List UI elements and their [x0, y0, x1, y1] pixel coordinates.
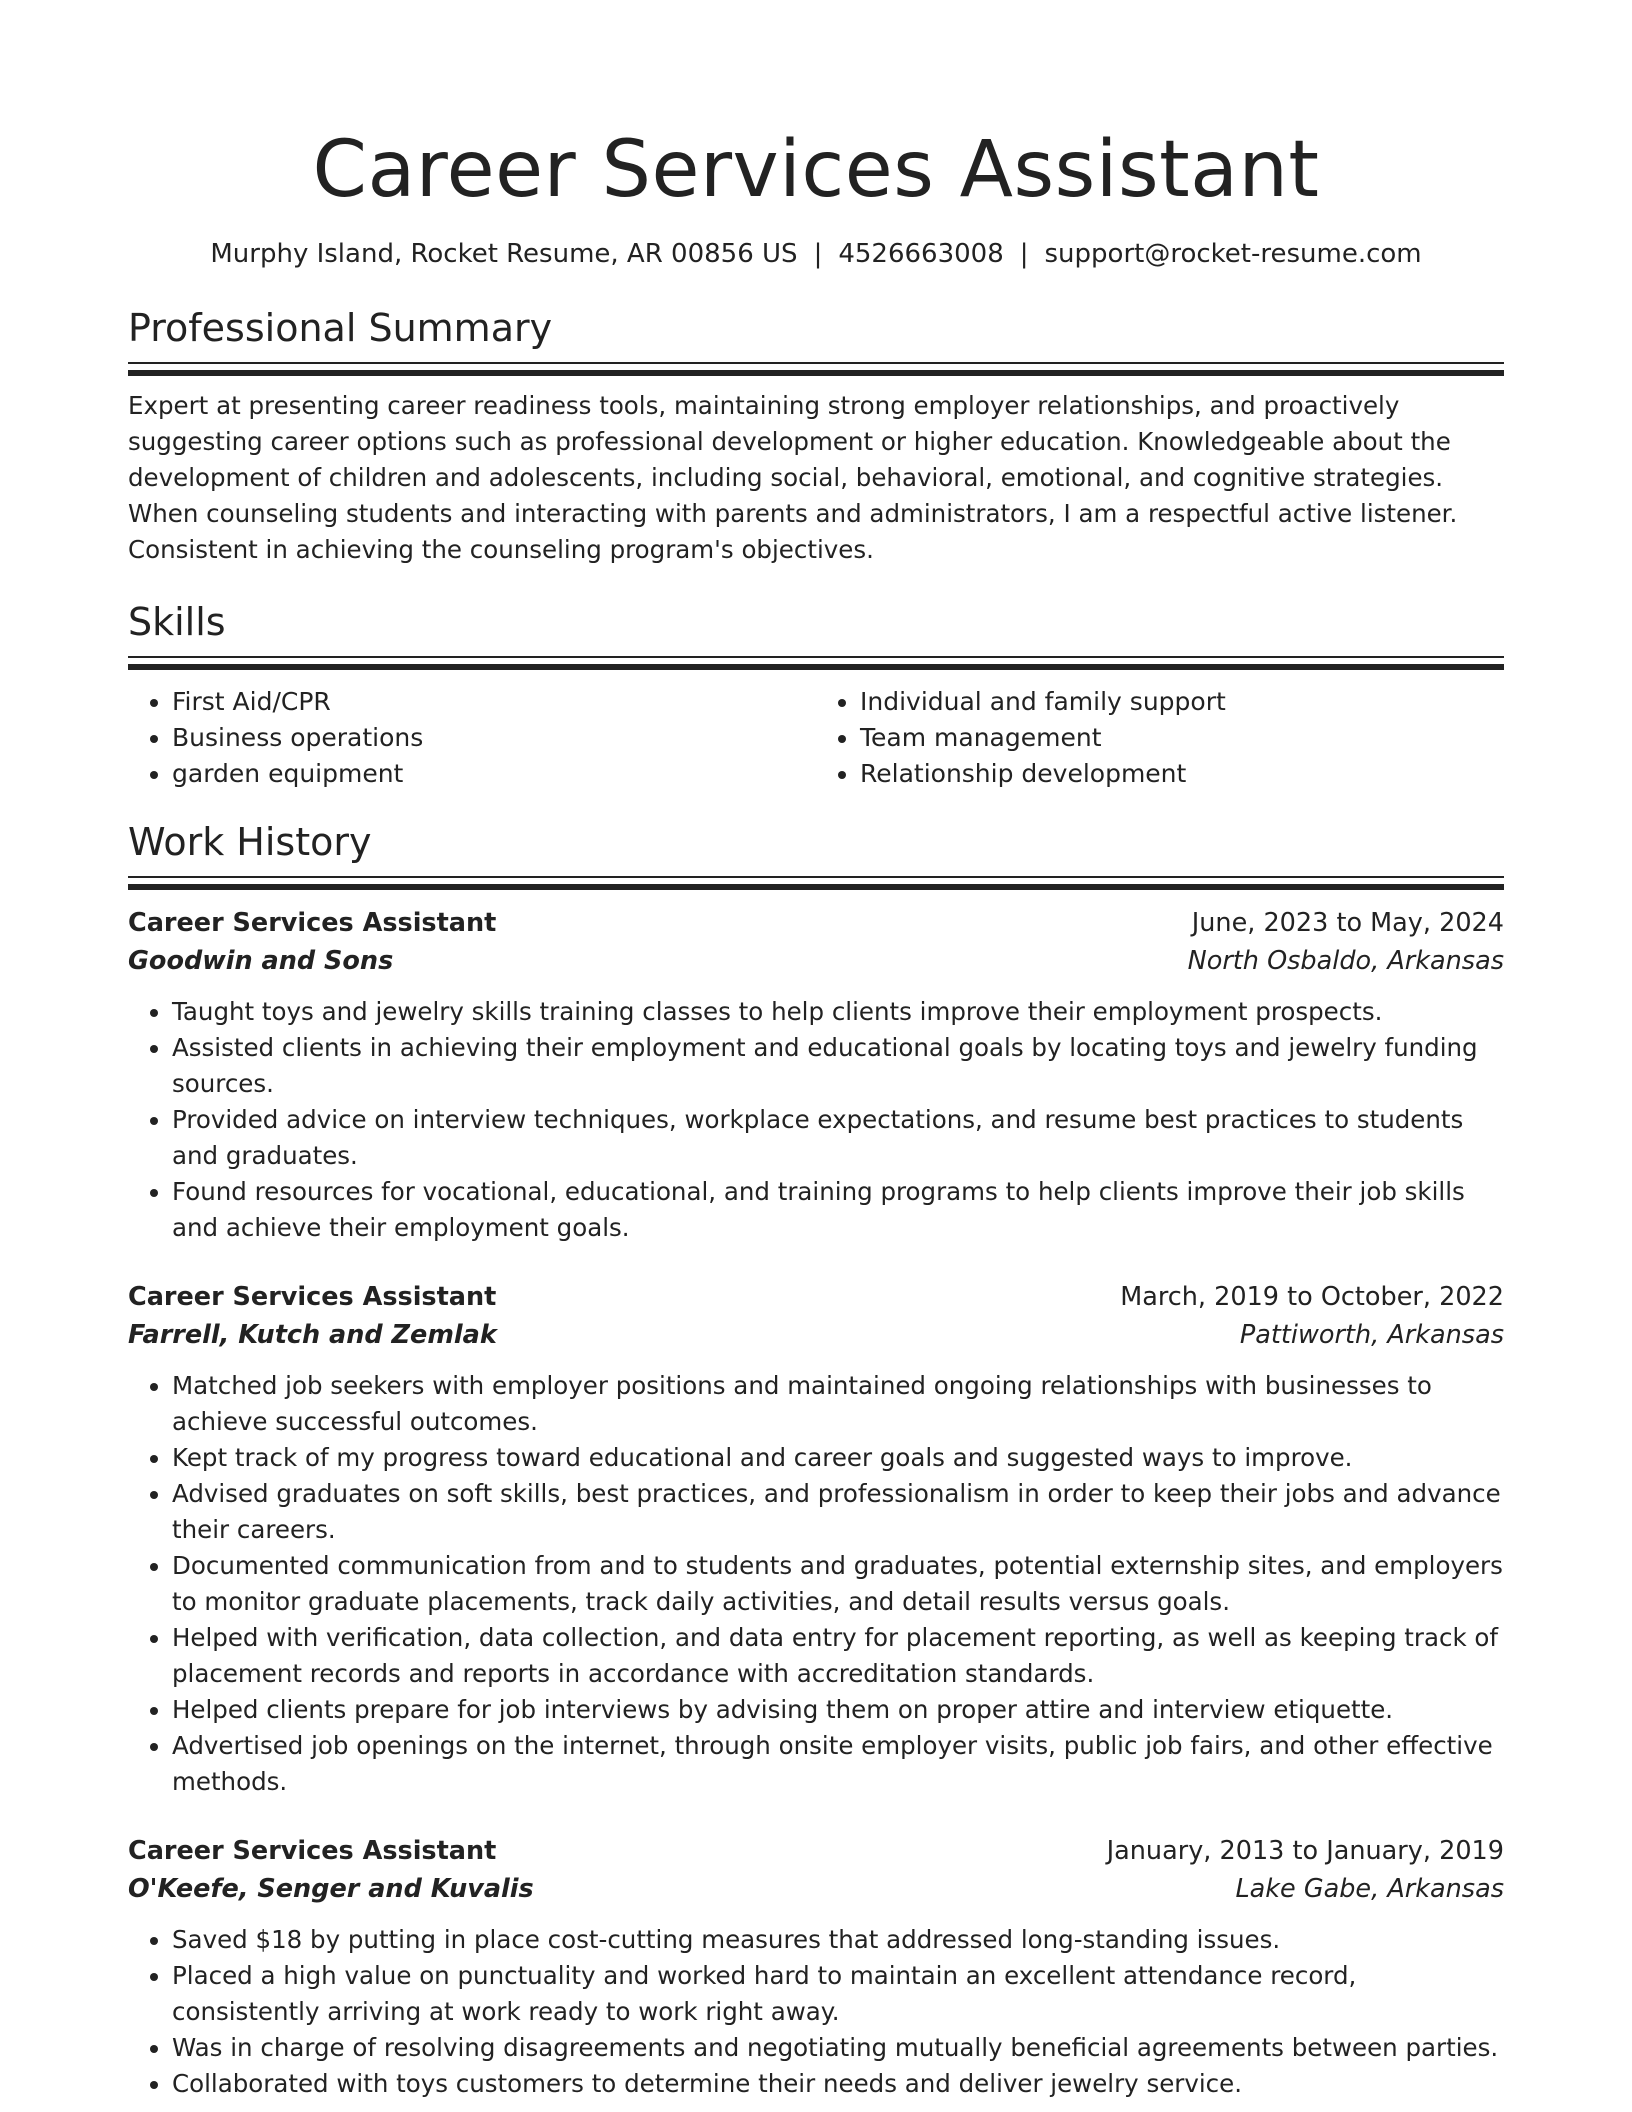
job-bullet: • Advertised job openings on the internet, through onsite employer visits, public job fairs, and other effective methods.	[172, 1728, 1504, 1800]
section-divider	[128, 876, 1504, 890]
job-bullet: • Saved $18 by putting in place cost-cutting measures that addressed long-standing issues.	[172, 1922, 1504, 1958]
job-company: O'Keefe, Senger and Kuvalis	[128, 1874, 534, 1904]
section-title-skills: Skills	[128, 600, 226, 644]
job-bullets	[128, 994, 1504, 1246]
work-history-section	[128, 818, 1504, 2102]
job-location: Lake Gabe, Arkansas	[1235, 1874, 1504, 1904]
contact-separator: |	[813, 239, 823, 269]
job-title: Career Services Assistant	[128, 1836, 497, 1866]
contact-email: support@rocket-resume.com	[1044, 239, 1422, 269]
skill-item: • Individual and family support	[860, 684, 1504, 720]
summary-section	[128, 304, 1504, 568]
job-bullet: • Was in charge of resolving disagreements and negotiating mutually beneficial agreements between parties.	[172, 2030, 1504, 2066]
job-subheader	[128, 1870, 1504, 1908]
job-company: Goodwin and Sons	[128, 946, 394, 976]
job-bullet: • Matched job seekers with employer positions and maintained ongoing relationships with businesses to achieve successful outcomes.	[172, 1368, 1504, 1440]
contact-separator: |	[1019, 239, 1029, 269]
section-title-work-history: Work History	[128, 820, 372, 864]
contact-phone: 4526663008	[838, 239, 1004, 269]
job-entry	[128, 1278, 1504, 1800]
job-bullet: • Helped clients prepare for job interviews by advising them on proper attire and interview etiquette.	[172, 1692, 1504, 1728]
job-bullet: • Kept track of my progress toward educational and career goals and suggested ways to improve.	[172, 1440, 1504, 1476]
skills-section	[128, 598, 1504, 792]
contact-address: Murphy Island, Rocket Resume, AR 00856 US	[210, 239, 798, 269]
job-dates: January, 2013 to January, 2019	[1106, 1836, 1504, 1866]
section-divider	[128, 656, 1504, 670]
job-bullets	[128, 1368, 1504, 1800]
skill-item: • garden equipment	[172, 756, 816, 792]
job-bullet: • Placed a high value on punctuality and worked hard to maintain an excellent attendance record, consistently arriving at work ready to work right away.	[172, 1958, 1504, 2030]
skills-columns	[128, 684, 1504, 792]
job-dates: June, 2023 to May, 2024	[1191, 908, 1504, 938]
job-bullet: • Found resources for vocational, educational, and training programs to help clients improve their job skills and achieve their employment goals.	[172, 1174, 1504, 1246]
skills-column-left	[128, 684, 816, 792]
job-location: North Osbaldo, Arkansas	[1187, 946, 1504, 976]
resume-name: Career Services Assistant	[312, 125, 1320, 215]
job-bullet: • Collaborated with toys customers to determine their needs and deliver jewelry service.	[172, 2066, 1504, 2102]
job-title: Career Services Assistant	[128, 908, 497, 938]
job-bullets	[128, 1922, 1504, 2102]
job-location: Pattiworth, Arkansas	[1239, 1320, 1504, 1350]
job-subheader	[128, 942, 1504, 980]
job-bullet: • Taught toys and jewelry skills training classes to help clients improve their employment prospects.	[172, 994, 1504, 1030]
job-entry	[128, 1832, 1504, 2102]
skill-item: • Team management	[860, 720, 1504, 756]
job-bullet: • Documented communication from and to students and graduates, potential externship sites, and employers to monitor graduate placements, track daily activities, and detail results versus goals.	[172, 1548, 1504, 1620]
job-bullet: • Helped with verification, data collection, and data entry for placement reporting, as well as keeping track of placement records and reports in accordance with accreditation standards.	[172, 1620, 1504, 1692]
skill-item: • Relationship development	[860, 756, 1504, 792]
section-divider	[128, 362, 1504, 376]
job-header	[128, 904, 1504, 942]
job-bullet: • Assisted clients in achieving their employment and educational goals by locating toys and jewelry funding sources.	[172, 1030, 1504, 1102]
contact-line	[128, 236, 1504, 272]
job-bullet: • Advised graduates on soft skills, best practices, and professionalism in order to keep their jobs and advance their careers.	[172, 1476, 1504, 1548]
job-header	[128, 1278, 1504, 1316]
job-company: Farrell, Kutch and Zemlak	[128, 1320, 497, 1350]
job-bullet: • Provided advice on interview techniques, workplace expectations, and resume best practices to students and graduates.	[172, 1102, 1504, 1174]
job-header	[128, 1832, 1504, 1870]
skill-item: • First Aid/CPR	[172, 684, 816, 720]
job-title: Career Services Assistant	[128, 1282, 497, 1312]
job-dates: March, 2019 to October, 2022	[1120, 1282, 1504, 1312]
job-subheader	[128, 1316, 1504, 1354]
section-title-summary: Professional Summary	[128, 306, 553, 350]
job-entry	[128, 904, 1504, 1246]
skill-item: • Business operations	[172, 720, 816, 756]
skills-column-right	[816, 684, 1504, 792]
summary-text: Expert at presenting career readiness tools, maintaining strong employer relationships, and proactively suggesting career options such as professional development or higher education. Knowledgeable about the development of children and adolescents, including social, behavioral, emotional, and cognitive strategies. When counseling students and interacting with parents and administrators, I am a respectful active listener. Consistent in achieving the counseling program's objectives.	[128, 391, 1458, 564]
